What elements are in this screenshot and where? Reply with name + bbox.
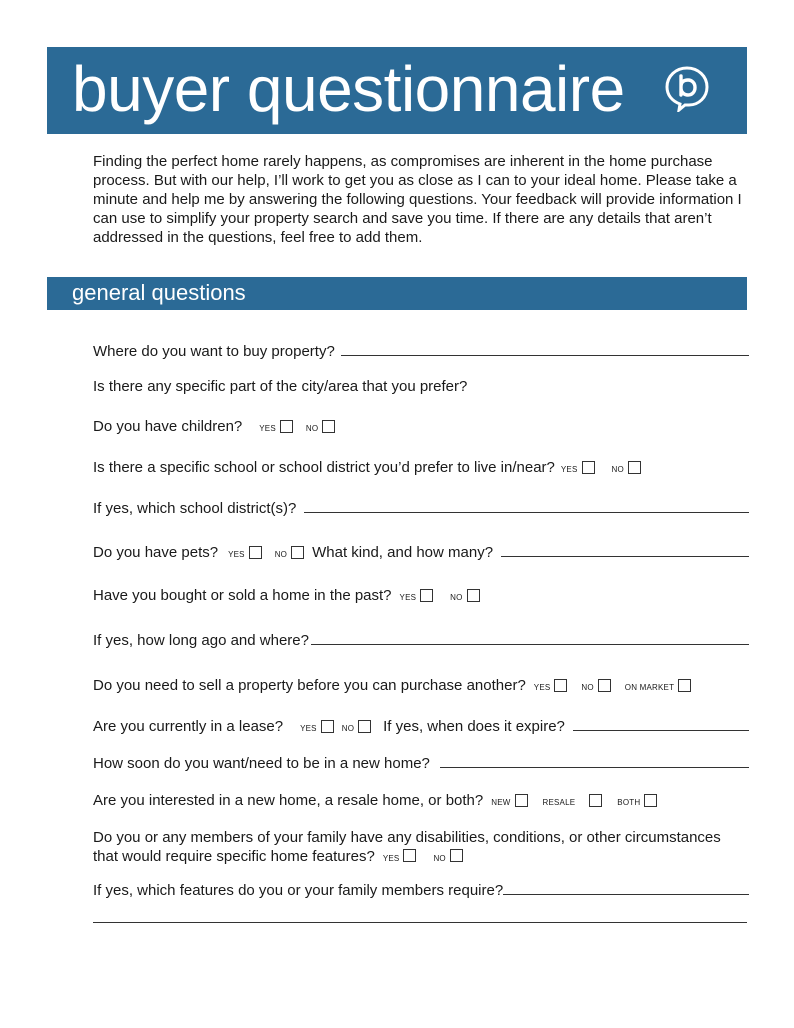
question-label: If yes, which features do you or your family members require?	[93, 882, 504, 899]
checkbox-no[interactable]	[598, 679, 611, 692]
checkbox-new[interactable]	[515, 794, 528, 807]
answer-line-extra[interactable]	[93, 922, 747, 923]
option-label-yes: YES	[560, 465, 578, 474]
question-disabilities	[93, 828, 749, 868]
option-label-yes: YES	[399, 593, 417, 602]
question-area	[93, 377, 749, 397]
question-label: Have you bought or sold a home in the past?	[93, 587, 392, 604]
question-label: Are you interested in a new home, a resale home, or both?	[93, 792, 484, 809]
question-label: If yes, how long ago and where?	[93, 632, 309, 649]
question-label: Where do you want to buy property?	[93, 343, 335, 360]
option-label-both: BOTH	[617, 798, 641, 807]
option-label-yes: YES	[259, 424, 276, 433]
question-label: Do you or any members of your family have any disabilities, conditions, or other circumstances that would require specific home features?	[93, 829, 721, 865]
intro-paragraph: Finding the perfect home rarely happens, as compromises are inherent in the home purchase process. But with our help, I’ll work to get you as close as I can to your ideal home. Please take a minute and help me by answering the following questions. Your feedback will provide information I can use to simplify your property search and save you time. If there are any details that aren’t addressed in the questions, feel free to add them.	[93, 153, 742, 246]
checkbox-on-market[interactable]	[678, 679, 691, 692]
question-school	[93, 458, 749, 480]
option-label-no: NO	[581, 683, 594, 692]
question-label: If yes, when does it expire?	[383, 718, 565, 735]
option-label-yes: YES	[228, 550, 245, 559]
answer-line[interactable]	[573, 716, 749, 731]
option-label-yes: YES	[300, 724, 317, 733]
section-title: general questions	[72, 280, 246, 305]
brand-logo-icon	[663, 64, 711, 112]
checkbox-yes[interactable]	[280, 420, 293, 433]
answer-line[interactable]	[304, 498, 749, 513]
checkbox-yes[interactable]	[249, 546, 262, 559]
question-label: What kind, and how many?	[312, 544, 494, 561]
checkbox-yes[interactable]	[554, 679, 567, 692]
answer-line[interactable]	[501, 542, 749, 557]
question-bought	[93, 586, 749, 608]
question-label: Are you currently in a lease?	[93, 718, 284, 735]
option-label-no: NO	[450, 593, 463, 602]
question-label: Do you need to sell a property before you can purchase another?	[93, 677, 526, 694]
question-pets	[93, 542, 749, 565]
checkbox-no[interactable]	[467, 589, 480, 602]
option-label-no: NO	[341, 724, 355, 733]
question-lease	[93, 716, 749, 739]
question-label: Is there any specific part of the city/area that you prefer?	[93, 378, 468, 395]
answer-line[interactable]	[341, 341, 749, 356]
question-label: Do you have children?	[93, 418, 243, 435]
option-label-no: NO	[305, 424, 319, 433]
question-children	[93, 417, 749, 439]
checkbox-yes[interactable]	[582, 461, 595, 474]
option-label-no: NO	[433, 854, 446, 863]
question-label: If yes, which school district(s)?	[93, 500, 297, 517]
checkbox-resale[interactable]	[589, 794, 602, 807]
option-label-no: NO	[611, 465, 624, 474]
header-banner	[47, 47, 747, 134]
checkbox-both[interactable]	[644, 794, 657, 807]
question-district	[93, 498, 749, 519]
question-sell-first	[93, 676, 749, 698]
option-label-new: NEW	[491, 798, 511, 807]
page-title: buyer questionnaire	[72, 53, 625, 125]
option-label-resale: RESALE	[542, 798, 576, 807]
option-label-yes: YES	[533, 683, 551, 692]
option-label-on-market: ON MARKET	[624, 683, 675, 692]
checkbox-no[interactable]	[291, 546, 304, 559]
answer-line[interactable]	[440, 753, 749, 768]
checkbox-yes[interactable]	[420, 589, 433, 602]
question-how-soon	[93, 753, 749, 774]
checkbox-yes[interactable]	[321, 720, 334, 733]
question-label: How soon do you want/need to be in a new home?	[93, 755, 430, 772]
option-label-no: NO	[274, 550, 288, 559]
answer-line[interactable]	[311, 630, 749, 645]
section-header	[47, 277, 747, 310]
option-label-yes: YES	[382, 854, 400, 863]
question-label: Do you have pets?	[93, 544, 219, 561]
question-where	[93, 341, 749, 362]
checkbox-no[interactable]	[358, 720, 371, 733]
question-bought-when	[93, 630, 749, 651]
answer-line[interactable]	[503, 880, 749, 895]
checkbox-no[interactable]	[322, 420, 335, 433]
checkbox-yes[interactable]	[403, 849, 416, 862]
question-label: Is there a specific school or school district you’d prefer to live in/near?	[93, 459, 555, 476]
checkbox-no[interactable]	[450, 849, 463, 862]
checkbox-no[interactable]	[628, 461, 641, 474]
question-features	[93, 880, 749, 901]
question-home-type	[93, 791, 749, 813]
